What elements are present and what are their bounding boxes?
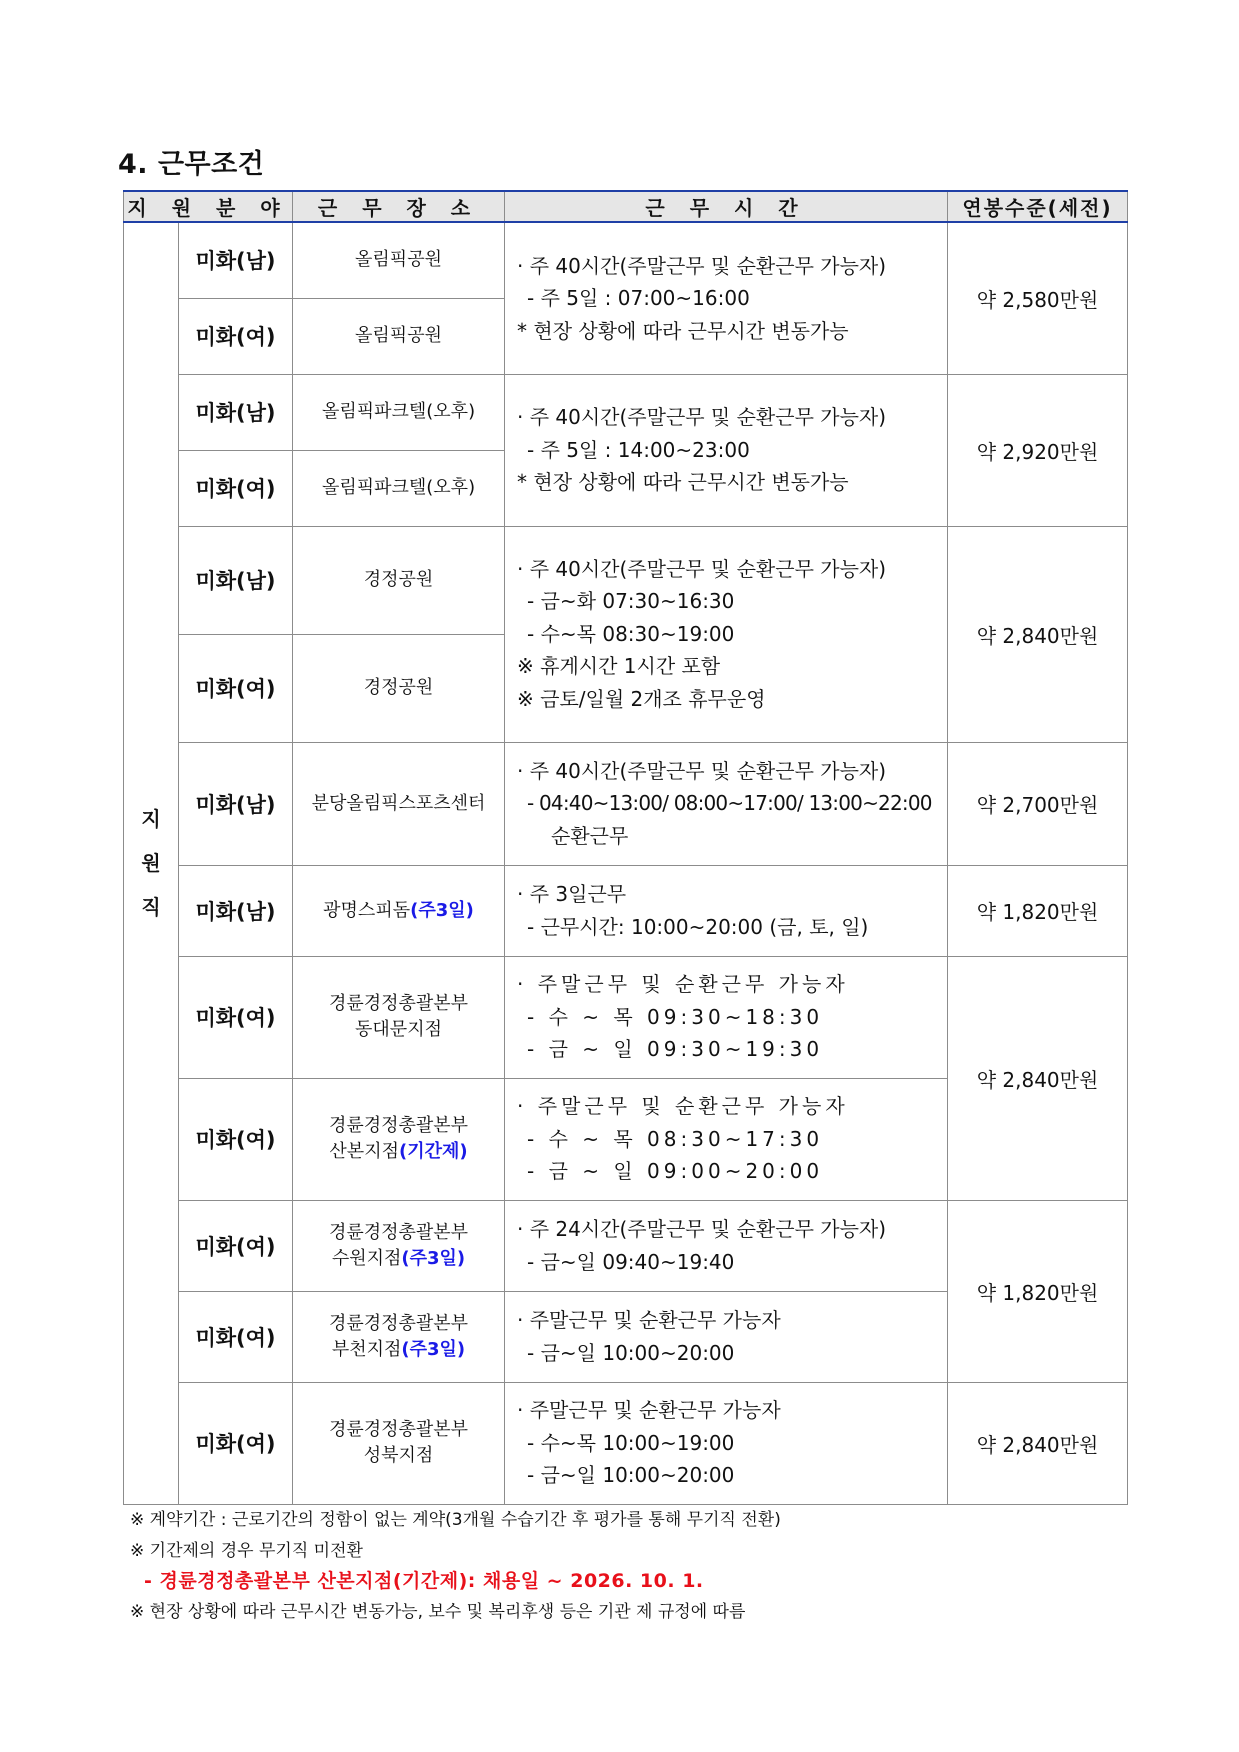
- salary: 약 2,920만원: [948, 374, 1128, 526]
- header-place: 근 무 장 소: [293, 191, 505, 222]
- work-schedule: · 주 40시간(주말근무 및 순환근무 가능자) - 04:40~13:00/ 08:00~17:00/ 13:00~22:00 순환근무: [505, 742, 948, 865]
- header-field: 지 원 분 야: [124, 191, 293, 222]
- work-schedule: · 주 40시간(주말근무 및 순환근무 가능자) - 주 5일 : 14:00~23:00 * 현장 상황에 따라 근무시간 변동가능: [505, 374, 948, 526]
- salary: 약 2,580만원: [948, 222, 1128, 374]
- work-schedule: · 주 24시간(주말근무 및 순환근무 가능자) - 금~일 09:40~19:40: [505, 1200, 948, 1291]
- salary: 약 2,840만원: [948, 526, 1128, 742]
- work-place: 올림픽공원: [293, 298, 505, 374]
- note-fixed-term-end-date: - 경륜경정총괄본부 산본지점(기간제): 채용일 ~ 2026. 10. 1.: [144, 1570, 704, 1592]
- table-row: [124, 956, 1128, 1078]
- job-title: 미화(여): [179, 1078, 293, 1200]
- job-title: 미화(남): [179, 222, 293, 298]
- work-place: 경정공원: [293, 634, 505, 742]
- footnotes: [130, 1505, 781, 1627]
- job-title: 미화(여): [179, 1382, 293, 1504]
- salary: 약 2,700만원: [948, 742, 1128, 865]
- header-hours: 근 무 시 간: [505, 191, 948, 222]
- header-salary: 연봉수준(세전): [948, 191, 1128, 222]
- work-schedule: · 주 40시간(주말근무 및 순환근무 가능자) - 주 5일 : 07:00~16:00 * 현장 상황에 따라 근무시간 변동가능: [505, 222, 948, 374]
- job-title: 미화(남): [179, 742, 293, 865]
- job-title: 미화(여): [179, 298, 293, 374]
- work-place: 경정공원: [293, 526, 505, 634]
- job-title: 미화(여): [179, 1291, 293, 1382]
- job-title: 미화(여): [179, 956, 293, 1078]
- work-schedule: · 주말근무 및 순환근무 가능자 - 금~일 10:00~20:00: [505, 1291, 948, 1382]
- work-place: 경륜경정총괄본부 동대문지점: [293, 956, 505, 1078]
- note-contract-period: ※ 계약기간 : 근로기간의 정함이 없는 계약(3개월 수습기간 후 평가를 통해 무기직 전환): [130, 1510, 781, 1530]
- job-title: 미화(남): [179, 374, 293, 450]
- work-schedule: · 주말근무 및 순환근무 가능자 - 수 ~ 목 08:30~17:30 - 금 ~ 일 09:00~20:00: [505, 1078, 948, 1200]
- contract-tag: (기간제): [398, 1141, 468, 1162]
- schedule-tag: (주3일): [410, 899, 474, 921]
- table-row: [124, 222, 1128, 298]
- work-place: 경륜경정총괄본부 성북지점: [293, 1382, 505, 1504]
- work-schedule: · 주말근무 및 순환근무 가능자 - 수~목 10:00~19:00 - 금~일 10:00~20:00: [505, 1382, 948, 1504]
- note-fixed-term: ※ 기간제의 경우 무기직 미전환: [130, 1540, 363, 1561]
- work-schedule: · 주 3일근무 - 근무시간: 10:00~20:00 (금, 토, 일): [505, 865, 948, 956]
- salary: 약 2,840만원: [948, 956, 1128, 1200]
- work-place: 올림픽파크텔(오후): [293, 450, 505, 526]
- category-cell: 지 원 직: [124, 222, 179, 1504]
- salary: 약 1,820만원: [948, 865, 1128, 956]
- work-place: 경륜경정총괄본부 부천지점(주3일): [293, 1291, 505, 1382]
- section-heading: 4. 근무조건: [118, 149, 265, 180]
- table-row: [124, 1382, 1128, 1504]
- salary: 약 1,820만원: [948, 1200, 1128, 1382]
- table-row: [124, 1200, 1128, 1291]
- work-place: 올림픽공원: [293, 222, 505, 298]
- table-row: [124, 374, 1128, 450]
- work-place: 경륜경정총괄본부 산본지점(기간제): [293, 1078, 505, 1200]
- work-place: 경륜경정총괄본부 수원지점(주3일): [293, 1200, 505, 1291]
- work-schedule: · 주말근무 및 순환근무 가능자 - 수 ~ 목 09:30~18:30 - 금 ~ 일 09:30~19:30: [505, 956, 948, 1078]
- job-title: 미화(남): [179, 526, 293, 634]
- note-hours-change: ※ 현장 상황에 따라 근무시간 변동가능, 보수 및 복리후생 등은 기관 제 규정에 따름: [130, 1601, 746, 1622]
- salary: 약 2,840만원: [948, 1382, 1128, 1504]
- table-row: [124, 742, 1128, 865]
- work-schedule: · 주 40시간(주말근무 및 순환근무 가능자) - 금~화 07:30~16:30 - 수~목 08:30~19:00 ※ 휴게시간 1시간 포함 ※ 금토/일월 2개조 휴무운영: [505, 526, 948, 742]
- work-conditions-table: [123, 190, 1128, 1505]
- table-row: [124, 526, 1128, 634]
- job-title: 미화(여): [179, 1200, 293, 1291]
- work-place: 분당올림픽스포츠센터: [293, 742, 505, 865]
- table-row: [124, 865, 1128, 956]
- table-header-row: [124, 191, 1128, 222]
- work-place: 광명스피돔(주3일): [293, 865, 505, 956]
- job-title: 미화(여): [179, 450, 293, 526]
- schedule-tag: (주3일): [401, 1338, 466, 1360]
- schedule-tag: (주3일): [401, 1247, 466, 1269]
- job-title: 미화(남): [179, 865, 293, 956]
- work-place: 올림픽파크텔(오후): [293, 374, 505, 450]
- job-title: 미화(여): [179, 634, 293, 742]
